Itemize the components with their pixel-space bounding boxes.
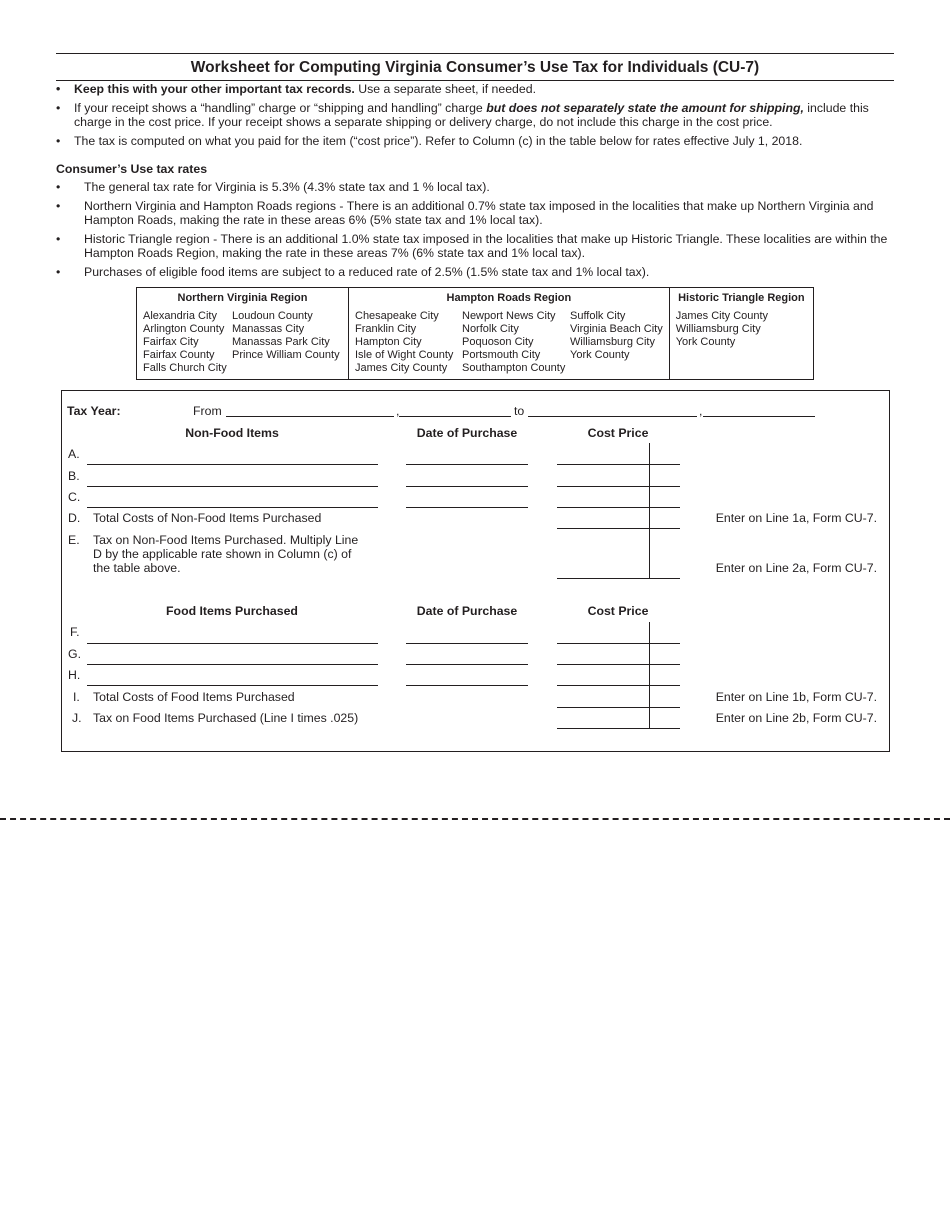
text: The tax is computed on what you paid for the item (“cost price”). Refer to Column (c) in the table below for rates effective July 1, 2018. — [74, 134, 803, 148]
food-cost-h-field[interactable] — [557, 685, 680, 686]
locality: Norfolk City — [462, 323, 519, 335]
nonfood-cost-c-field[interactable] — [557, 507, 680, 508]
food-item-f-field[interactable] — [87, 643, 378, 644]
row-letter: G. — [68, 647, 81, 661]
to-label: to — [514, 404, 525, 418]
row-letter: F. — [70, 625, 80, 639]
locality: Franklin City — [355, 323, 417, 335]
region-header-northern-virginia: Northern Virginia Region — [137, 288, 349, 307]
text-line: D by the applicable rate shown in Column (c) of — [93, 547, 352, 561]
region-cell-historic-triangle — [669, 306, 813, 380]
locality: York County — [570, 349, 630, 361]
text: Northern Virginia and Hampton Roads regions - There is an additional 0.7% state tax imposed in the localities that make up Northern Virginia and Hampton Roads, making the rate in these areas 6% (5% state tax and 1% local tax). — [84, 199, 874, 227]
locality: Poquoson City — [462, 336, 534, 348]
top-rule — [56, 53, 894, 54]
text: Purchases of eligible food items are subject to a reduced rate of 2.5% (1.5% state tax and 1% local tax). — [84, 265, 650, 279]
to-year-field[interactable] — [703, 416, 815, 417]
locality: Manassas Park City — [232, 336, 330, 348]
locality: York County — [675, 336, 736, 348]
locality: Fairfax County — [143, 349, 215, 361]
locality-column — [355, 310, 462, 375]
text: If your receipt shows a “handling” charge or “shipping and handling” charge — [74, 101, 487, 115]
food-item-g-field[interactable] — [87, 664, 378, 665]
row-e-instruction: Enter on Line 2a, Form CU-7. — [715, 561, 877, 575]
text-line: Tax on Non-Food Items Purchased. Multiply Line — [93, 533, 359, 547]
page-title: Worksheet for Computing Virginia Consumer’s Use Tax for Individuals (CU-7) — [190, 59, 760, 76]
nonfood-item-c-field[interactable] — [87, 507, 378, 508]
row-i-text: Total Costs of Food Items Purchased — [93, 690, 295, 704]
title-rule — [56, 80, 894, 81]
bold-text: Keep this with your other important tax records. — [74, 82, 355, 96]
region-header-hampton-roads: Hampton Roads Region — [349, 288, 670, 307]
nonfood-date-a-field[interactable] — [406, 464, 528, 465]
comma: , — [699, 404, 703, 418]
row-letter: D. — [68, 511, 81, 525]
intro-bullets — [56, 82, 896, 153]
food-date-g-field[interactable] — [406, 664, 528, 665]
from-month-day-field[interactable] — [226, 416, 394, 417]
locality: Arlington County — [143, 323, 225, 335]
bullet-icon: • — [56, 82, 61, 96]
rate-bullet — [56, 232, 896, 260]
food-date-f-field[interactable] — [406, 643, 528, 644]
rate-bullet — [56, 180, 896, 194]
from-label: From — [193, 404, 222, 418]
locality-column — [676, 310, 807, 349]
bullet-icon: • — [56, 134, 61, 148]
intro-bullet — [56, 134, 896, 148]
to-month-day-field[interactable] — [528, 416, 697, 417]
cost-header: Cost Price — [587, 426, 649, 440]
locality-column — [232, 310, 340, 375]
nonfood-date-c-field[interactable] — [406, 507, 528, 508]
locality: Suffolk City — [570, 310, 626, 322]
food-cost-g-field[interactable] — [557, 664, 680, 665]
food-item-h-field[interactable] — [87, 685, 378, 686]
nonfood-date-b-field[interactable] — [406, 486, 528, 487]
nonfood-cost-b-field[interactable] — [557, 486, 680, 487]
locality: Fairfax City — [143, 336, 199, 348]
locality: James City County — [355, 362, 448, 374]
region-cell-hampton-roads — [349, 306, 670, 380]
locality: Loudoun County — [232, 310, 313, 322]
text: include this charge in the cost price. If your receipt shows a separate shipping or delivery charge, do not include this charge in the cost price. — [74, 101, 869, 129]
row-e-text — [93, 533, 358, 575]
row-letter: A. — [68, 447, 80, 461]
locality: Isle of Wight County — [355, 349, 454, 361]
tax-year-label: Tax Year: — [67, 404, 121, 418]
row-letter: B. — [68, 469, 80, 483]
regions-table — [136, 287, 814, 380]
locality: Southampton County — [462, 362, 566, 374]
region-header-historic-triangle: Historic Triangle Region — [669, 288, 813, 307]
nonfood-header: Non-Food Items — [185, 426, 279, 440]
nonfood-item-a-field[interactable] — [87, 464, 378, 465]
locality: Williamsburg City — [675, 323, 761, 335]
locality: Hampton City — [355, 336, 422, 348]
nonfood-item-b-field[interactable] — [87, 486, 378, 487]
food-date-h-field[interactable] — [406, 685, 528, 686]
row-d-text: Total Costs of Non-Food Items Purchased — [93, 511, 322, 525]
locality-column — [570, 310, 663, 375]
intro-bullet — [56, 101, 896, 129]
from-year-field[interactable] — [399, 416, 511, 417]
locality: Williamsburg City — [570, 336, 655, 348]
food-total-field[interactable] — [557, 707, 680, 708]
locality: Newport News City — [462, 310, 556, 322]
text-line: the table above. — [93, 561, 181, 575]
food-header: Food Items Purchased — [166, 604, 298, 618]
date-header: Date of Purchase — [416, 604, 518, 618]
bullet-icon: • — [56, 180, 61, 194]
cents-divider — [649, 622, 650, 728]
bullet-icon: • — [56, 199, 61, 213]
bullet-icon: • — [56, 101, 61, 115]
bullet-icon: • — [56, 232, 61, 246]
row-j-instruction: Enter on Line 2b, Form CU-7. — [715, 711, 877, 725]
locality-column — [462, 310, 570, 375]
worksheet-box — [61, 390, 890, 752]
row-letter: H. — [68, 668, 81, 682]
nonfood-tax-field[interactable] — [557, 578, 680, 579]
locality: James City County — [675, 310, 769, 322]
locality: Chesapeake City — [355, 310, 439, 322]
bullet-icon: • — [56, 265, 61, 279]
locality: Alexandria City — [143, 310, 217, 322]
nonfood-total-field[interactable] — [557, 528, 680, 529]
locality: Manassas City — [232, 323, 305, 335]
food-cost-f-field[interactable] — [557, 643, 680, 644]
text: Historic Triangle region - There is an additional 1.0% state tax imposed in the localities that make up Historic Triangle. These localities are within the Hampton Roads Region, making the rate in these areas 7% (6% state tax and 1% local tax). — [84, 232, 888, 260]
cost-header: Cost Price — [587, 604, 649, 618]
locality: Prince William County — [232, 349, 340, 361]
rate-bullet — [56, 265, 896, 279]
row-j-text: Tax on Food Items Purchased (Line I times .025) — [93, 711, 359, 725]
row-letter: J. — [72, 711, 82, 725]
locality: Falls Church City — [143, 362, 227, 374]
rates-heading: Consumer’s Use tax rates — [56, 162, 208, 176]
row-d-instruction: Enter on Line 1a, Form CU-7. — [715, 511, 877, 525]
comma: , — [396, 404, 400, 418]
rate-bullets — [56, 180, 896, 284]
bold-italic-text: but does not separately state the amount for shipping, — [486, 101, 804, 115]
locality-column — [143, 310, 232, 375]
food-tax-field[interactable] — [557, 728, 680, 729]
text: The general tax rate for Virginia is 5.3% (4.3% state tax and 1 % local tax). — [84, 180, 490, 194]
cut-line — [0, 818, 950, 820]
intro-bullet — [56, 82, 896, 96]
row-i-instruction: Enter on Line 1b, Form CU-7. — [715, 690, 877, 704]
date-header: Date of Purchase — [416, 426, 518, 440]
text: Use a separate sheet, if needed. — [354, 82, 536, 96]
locality: Portsmouth City — [462, 349, 541, 361]
row-letter: E. — [68, 533, 80, 547]
row-letter: C. — [68, 490, 81, 504]
locality: Virginia Beach City — [570, 323, 663, 335]
rate-bullet — [56, 199, 896, 227]
row-letter: I. — [73, 690, 80, 704]
nonfood-cost-a-field[interactable] — [557, 464, 680, 465]
region-cell-northern-virginia — [137, 306, 349, 380]
